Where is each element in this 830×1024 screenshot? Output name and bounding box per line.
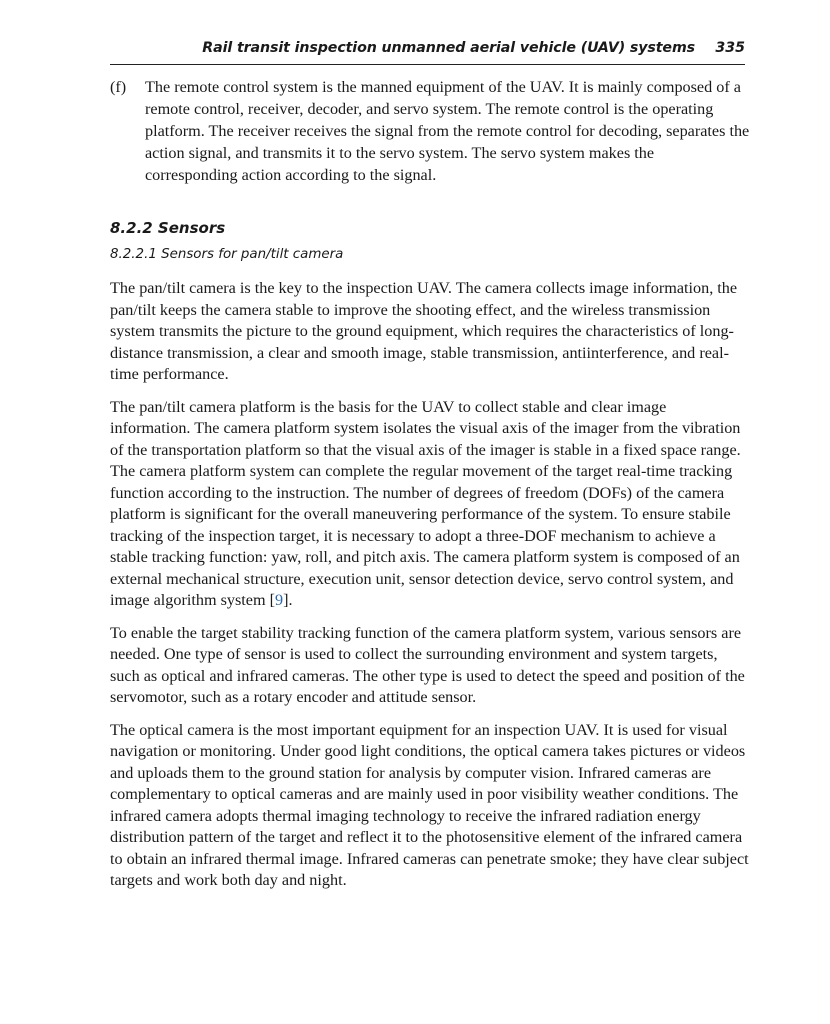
page-header [110,38,745,65]
subsection-heading: 8.2.2.1 Sensors for pan/tilt camera [110,247,344,262]
paragraph-2 [110,397,750,612]
page-number: 335 [715,40,745,56]
running-title: Rail transit inspection unmanned aerial vehicle (UAV) systems [202,40,695,56]
paragraph-4: The optical camera is the most important equipment for an inspection UAV. It is used for visual navigation or monitoring. Under good light conditions, the optical camera takes pictures or videos and uploads them to the ground station for analysis by computer vision. Infrared cameras are complementary to optical cameras and are mainly used in poor visibility weather conditions. The infrared camera adopts thermal imaging technology to receive the infrared radiation energy distribution pattern of the target and reflect it to the photosensitive element of the infrared camera to obtain an infrared thermal image. Infrared cameras can penetrate smoke; they have clear subject targets and work both day and night. [110,720,749,889]
section-heading: 8.2.2 Sensors [110,219,226,237]
paragraph-2-text: The pan/tilt camera platform is the basis for the UAV to collect stable and clear image information. The camera platform system isolates the visual axis of the imager from the vibration of the transportation platform so that the visual axis of the imager is stable in a fixed space range. The camera platform system can complete the regular movement of the target real-time tracking function according to the instruction. The number of degrees of freedom (DOFs) of the camera platform is significant for the overall maneuvering performance of the system. To ensure stabile tracking of the inspection target, it is necessary to adopt a three-DOF mechanism to achieve a stable tracking function: yaw, roll, and pitch axis. The camera platform system is composed of an external mechanical structure, execution unit, sensor detection device, servo control system, and image algorithm system [ [110,397,741,609]
paragraph-2-end: ]. [283,591,293,609]
paragraph-1: The pan/tilt camera is the key to the inspection UAV. The camera collects image information, the pan/tilt keeps the camera stable to improve the shooting effect, and the wireless transmission system transmits the picture to the ground equipment, which requires the characteristics of long-distance transmission, a clear and smooth image, stable transmission, antiinterference, and real-time performance. [110,279,738,383]
page-content [110,76,750,892]
list-item-text: The remote control system is the manned equipment of the UAV. It is mainly composed of a remote control, receiver, decoder, and servo system. The remote control is the operating platform. The receiver receives the signal from the remote control for decoding, separates the action signal, and transmits it to the servo system. The servo system makes the corresponding action according to the signal. [145,78,750,184]
paragraph-3: To enable the target stability tracking function of the camera platform system, various sensors are needed. One type of sensor is used to collect the surrounding environment and system targets, such as optical and infrared cameras. The other type is used to detect the speed and position of the servomotor, such as a rotary encoder and attitude sensor. [110,623,745,706]
citation-link[interactable]: 9 [275,591,284,609]
list-item-f [110,76,750,186]
list-marker: (f) [110,78,127,96]
